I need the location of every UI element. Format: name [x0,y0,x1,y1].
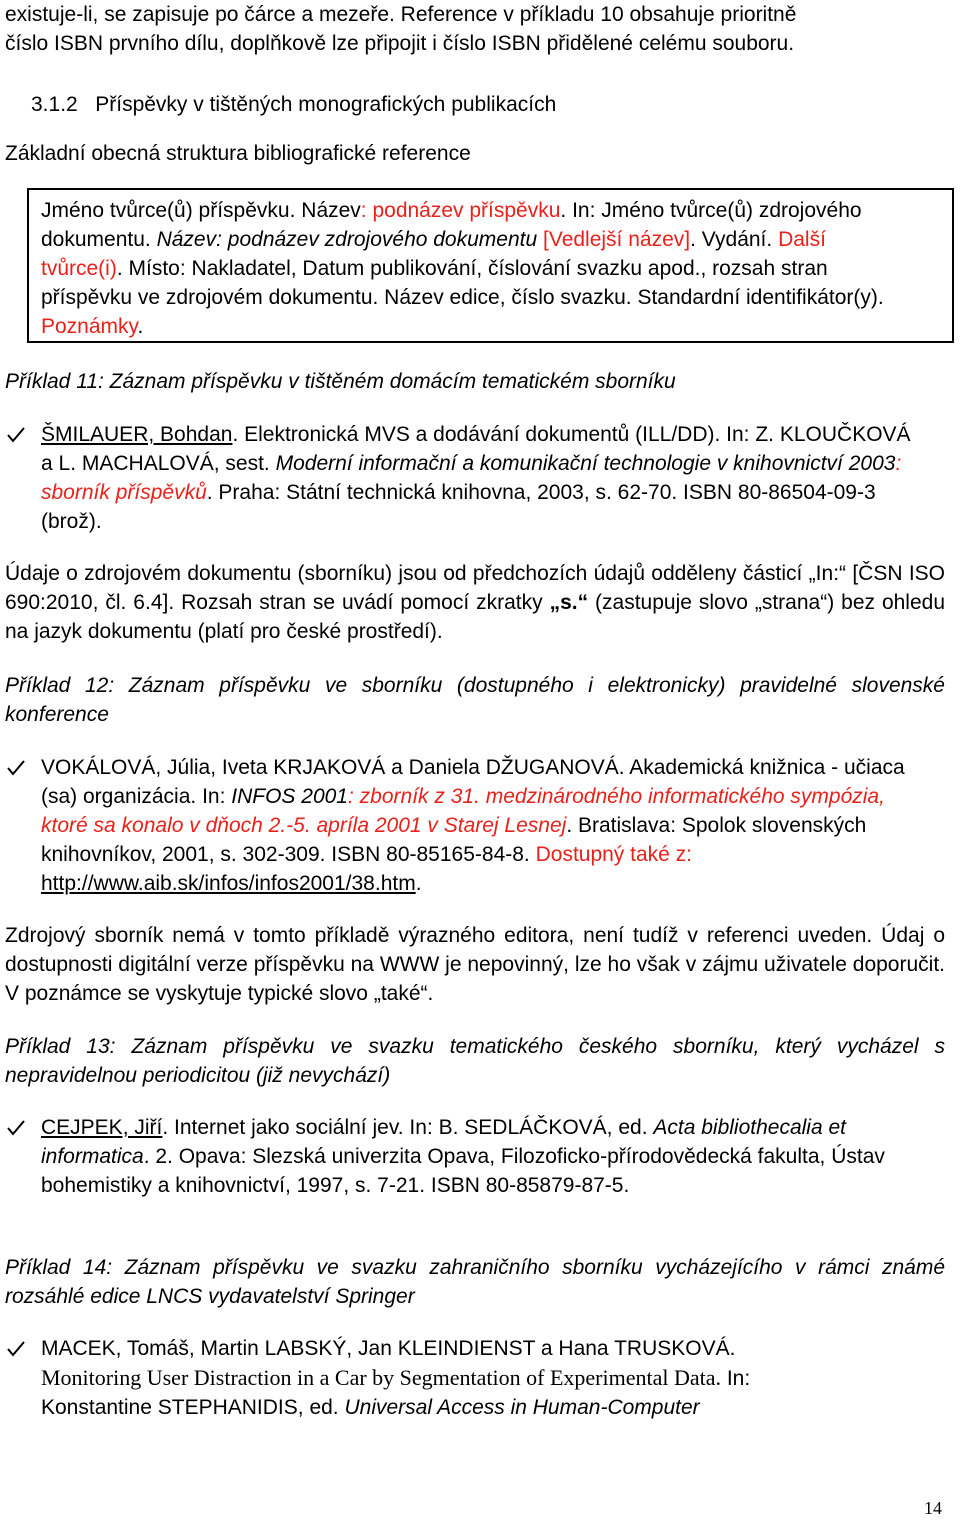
ex14-line-3 [41,1393,921,1422]
struct-sep-2: . [766,228,779,251]
example-12-reference [41,753,921,898]
ex14-source-title: Universal Access in Human-Computer [344,1396,700,1419]
section-subtitle: Základní obecná struktura bibliografické reference [5,142,471,165]
intro-paragraph [5,0,945,58]
example-14-reference [41,1334,921,1422]
struct-sep-1: . [690,228,702,251]
intro-line-2: číslo ISBN prvního dílu, doplňkově lze připojit i číslo ISBN přidělené celému souboru. [5,32,795,55]
ex14-paper-title: Monitoring User Distraction in a Car by Segmentation of Experimental Data. [41,1365,722,1390]
checkmark-icon [6,1118,26,1138]
example-11-reference [41,420,921,536]
ex11-source-subtitle: : sborník příspěvků [41,452,902,504]
example-12-heading: Příklad 12: Záznam příspěvku ve sborníku (dostupného i elektronicky) pravidelné slovenské konference [5,674,945,726]
ex11-text-1: . Elektronická MVS a dodávání dokumentů (ILL/DD). In: Z. KLOUČKOVÁ a L. MACHALOVÁ, sest. [41,423,911,475]
ex11-source-title: Moderní informační a komunikační technologie v knihovnictví 2003 [275,452,896,475]
ex13-text-2: . 2. Opava: Slezská univerzita Opava, Filozoficko-přírodovědecká fakulta, Ústav bohemistiky a knihovnictví, 1997, s. 7-21. ISBN 80-85879-87-5. [41,1145,885,1197]
ex13-author: CEJPEK, Jiří [41,1116,163,1139]
ex11-author: ŠMILAUER, Bohdan [41,423,233,446]
example-14-heading: Příklad 14: Záznam příspěvku ve svazku zahraničního sborníku vycházejícího v rámci známé rozsáhlé edice LNCS vydavatelství Springer [5,1256,945,1308]
struct-author: Jméno tvůrce(ů) příspěvku. [41,199,296,222]
page-number: 14 [924,1498,942,1518]
checkmark-icon [6,1339,26,1359]
struct-publication: . Místo: Nakladatel, Datum publikování, číslování svazku apod., rozsah stran příspěvku ve zdrojovém dokumentu. Název edice, číslo svazku. Standardní identifikátor(y). [41,257,884,309]
struct-subtitle: : podnázev příspěvku [360,199,561,222]
section-title: Příspěvky v tištěných monografických publikacích [95,93,557,116]
struct-parallel-title: [Vedlejší název] [537,228,691,251]
ex12-source-title: INFOS 2001 [231,785,348,808]
ex14-authors: MACEK, Tomáš, Martin LABSKÝ, Jan KLEINDIENST a Hana TRUSKOVÁ. [41,1337,736,1360]
source-paragraph-text-1: Údaje o zdrojovém dokumentu (sborníku) jsou od předchozích údajů odděleny částicí „In:“ [ČSN ISO 690:2010, čl. 6.4]. Rozsah stran se uvádí pomocí zkratky [5,562,945,614]
source-paragraph-abbrev: „s.“ [549,591,589,614]
ex12-url-link[interactable]: http://www.aib.sk/infos/infos2001/38.htm [41,872,416,895]
ex14-editor: Konstantine STEPHANIDIS, ed. [41,1396,345,1419]
ex12-end: . [415,872,422,895]
struct-source-title: Název: podnázev zdrojového dokumentu [150,228,538,251]
example-13-reference [41,1113,921,1200]
source-paragraph-text-2: (zastupuje slovo „strana“) bez ohledu na jazyk dokumentu (platí pro české prostředí). [5,591,946,643]
section-number: 3.1.2 [31,93,78,116]
struct-edition: Vydání [701,228,767,251]
struct-in-source-author: . In: Jméno tvůrce(ů) zdrojového dokumentu. [41,199,862,251]
ex12-availability: Dostupný také z: [535,843,693,866]
struct-other-creators: Další tvůrce(i) [41,228,826,280]
section-heading [31,90,960,119]
ex12-source-subtitle: : zborník z 31. medzinárodného informatického sympózia, ktoré sa konalo v dňoch 2.-5. apríla 2001 v Starej Lesnej [41,785,885,837]
checkmark-icon [6,758,26,778]
source-paragraph [5,559,945,646]
ex12-text-2: . Bratislava: Spolok slovenských knihovníkov, 2001, s. 302-309. ISBN 80-85165-84-8. [41,814,867,866]
struct-notes: Poznámky [41,315,138,338]
ex13-source-title: Acta bibliothecalia et informatica [41,1116,846,1168]
struct-end: . [137,315,144,338]
ex13-text-1: . Internet jako sociální jev. In: B. SEDLÁČKOVÁ, ed. [162,1116,654,1139]
ex14-line-2 [41,1363,921,1393]
intro-line-1: existuje-li, se zapisuje po čárce a mezeře. Reference v příkladu 10 obsahuje prioritně [5,3,797,26]
struct-title: Název [295,199,361,222]
example-13-heading: Příklad 13: Záznam příspěvku ve svazku tematického českého sborníku, který vycházel s nepravidelnou periodicitou (již nevychází) [5,1035,945,1087]
editor-paragraph: Zdrojový sborník nemá v tomto příkladě výrazného editora, není tudíž v referenci uveden. Údaj o dostupnosti digitální verze příspěvku na WWW je nepovinný, lze ho však v zájmu uživatele doporučit. V poznámce se vyskytuje typické slovo „také“. [5,924,945,1005]
structure-text [41,196,901,341]
ex11-text-2: . Praha: Státní technická knihovna, 2003, s. 62-70. ISBN 80-86504-09-3 (brož). [41,481,876,533]
ex12-text-1: VOKÁLOVÁ, Júlia, Iveta KRJAKOVÁ a Daniela DŽUGANOVÁ. Akademická knižnica - učiaca (sa) organizácia. In: [41,756,905,808]
checkmark-icon [6,425,26,445]
ex14-in: In: [721,1367,751,1390]
example-11-heading: Příklad 11: Záznam příspěvku v tištěném domácím tematickém sborníku [5,370,676,393]
